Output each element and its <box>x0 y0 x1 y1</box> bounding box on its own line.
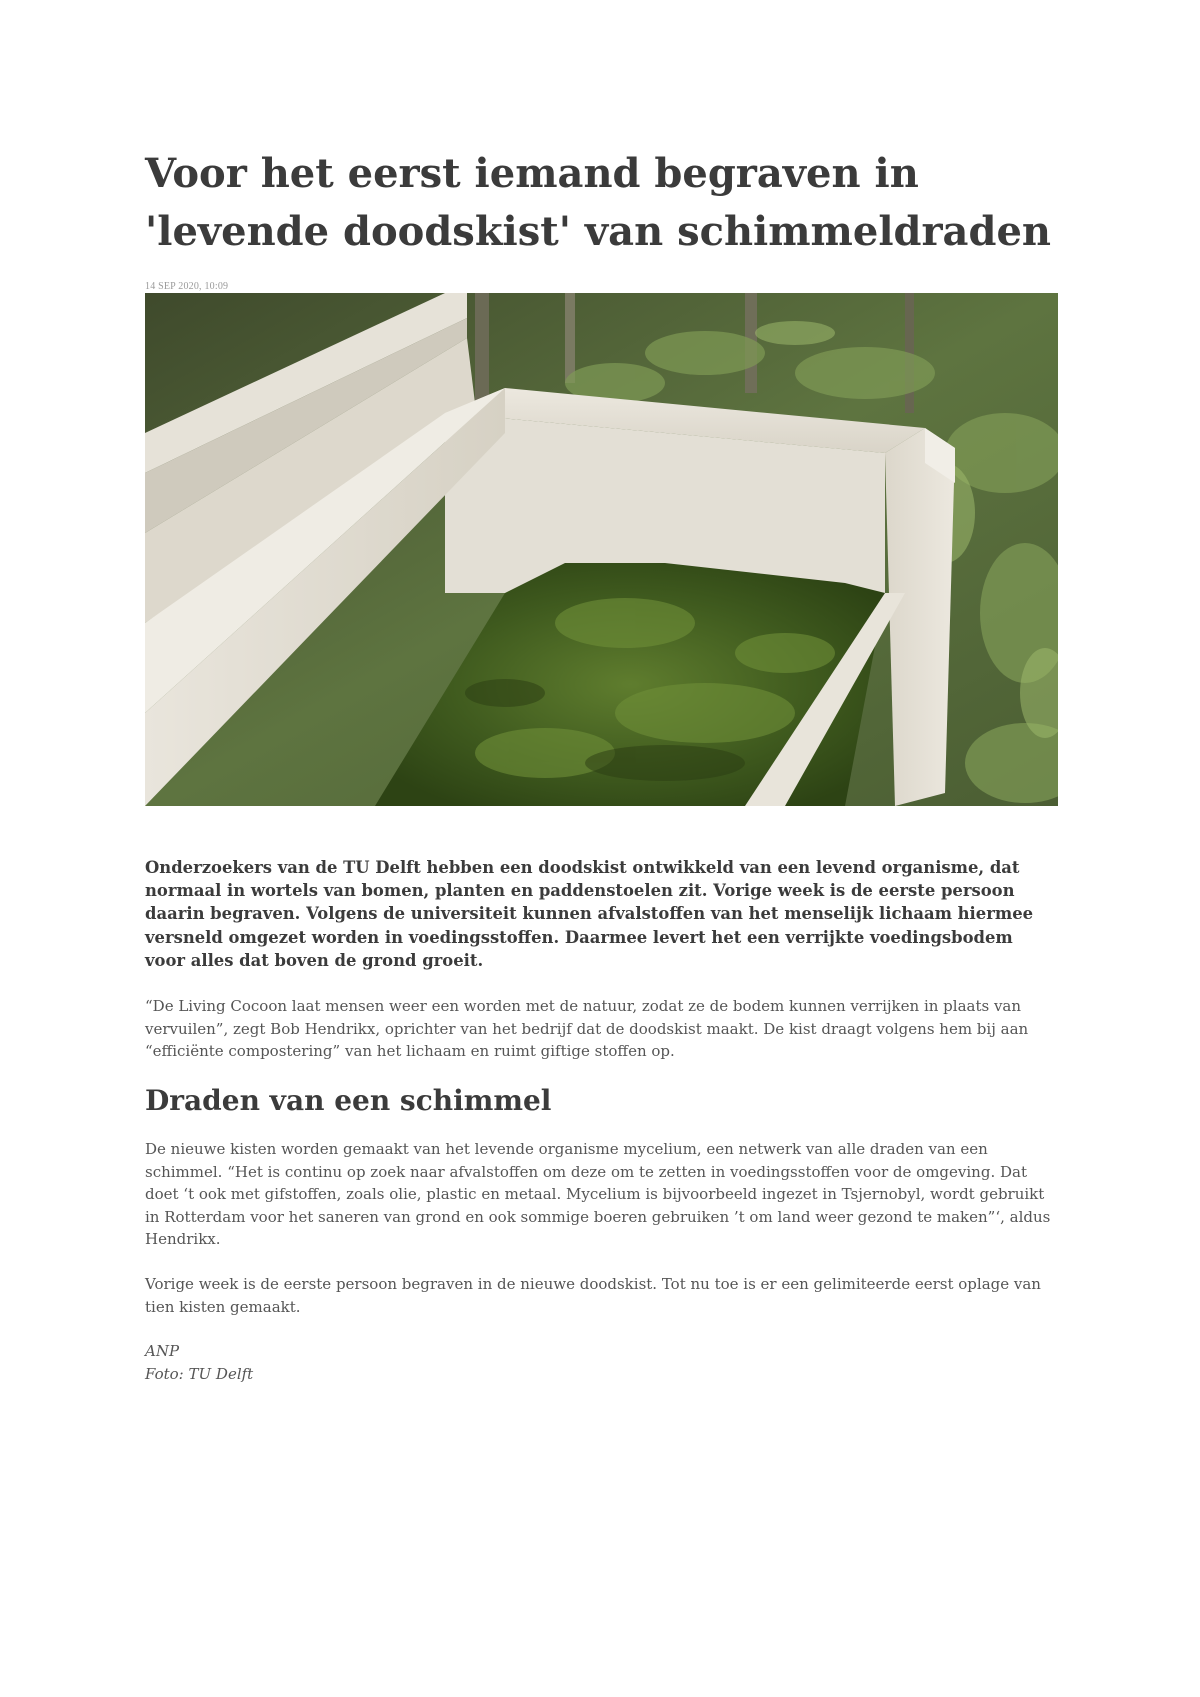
article-paragraph: “De Living Cocoon laat mensen weer een worden met de natuur, zodat ze de bodem kunnen verrijken in plaats van vervuilen”, zegt Bob Hendrikx, oprichter van het bedrijf dat de doodskist maakt. De kist draagt volgens hem bij aan “efficiënte compostering” van het lichaam en ruimt giftige stoffen op. <box>145 997 1029 1060</box>
coffin-photo-illustration <box>145 293 1058 806</box>
article-photo <box>145 293 1058 806</box>
credit-photo: Foto: TU Delft <box>145 1365 254 1383</box>
credit-agency: ANP <box>145 1342 180 1360</box>
article-title: Voor het eerst iemand begraven in 'levende doodskist' van schimmeldraden <box>145 150 1051 255</box>
article-subheading: Draden van een schimmel <box>145 1084 552 1117</box>
article-paragraph: Vorige week is de eerste persoon begraven in de nieuwe doodskist. Tot nu toe is er een gelimiteerde eerst oplage van tien kisten gemaakt. <box>145 1275 1041 1316</box>
article-paragraph: De nieuwe kisten worden gemaakt van het levende organisme mycelium, een netwerk van alle draden van een schimmel. “Het is continu op zoek naar afvalstoffen om deze om te zetten in voedingsstoffen voor de omgeving. Dat doet ‘t ook met gifstoffen, zoals olie, plastic en metaal. Mycelium is bijvoorbeeld ingezet in Tsjernobyl, wordt gebruikt in Rotterdam voor het saneren van grond en ook sommige boeren gebruiken ’t om land weer gezond te maken”‘, aldus Hendrikx. <box>145 1140 1051 1248</box>
article-credits <box>145 1340 253 1386</box>
article-date: 14 SEP 2020, 10:09 <box>145 281 229 292</box>
article-lead: Onderzoekers van de TU Delft hebben een doodskist ontwikkeld van een levend organisme, dat normaal in wortels van bomen, planten en paddenstoelen zit. Vorige week is de eerste persoon daarin begraven. Volgens de universiteit kunnen afvalstoffen van het menselijk lichaam hiermee versneld omgezet worden in voedingsstoffen. Daarmee levert het een verrijkte voedingsbodem voor alles dat boven de grond groeit. <box>145 858 1034 970</box>
